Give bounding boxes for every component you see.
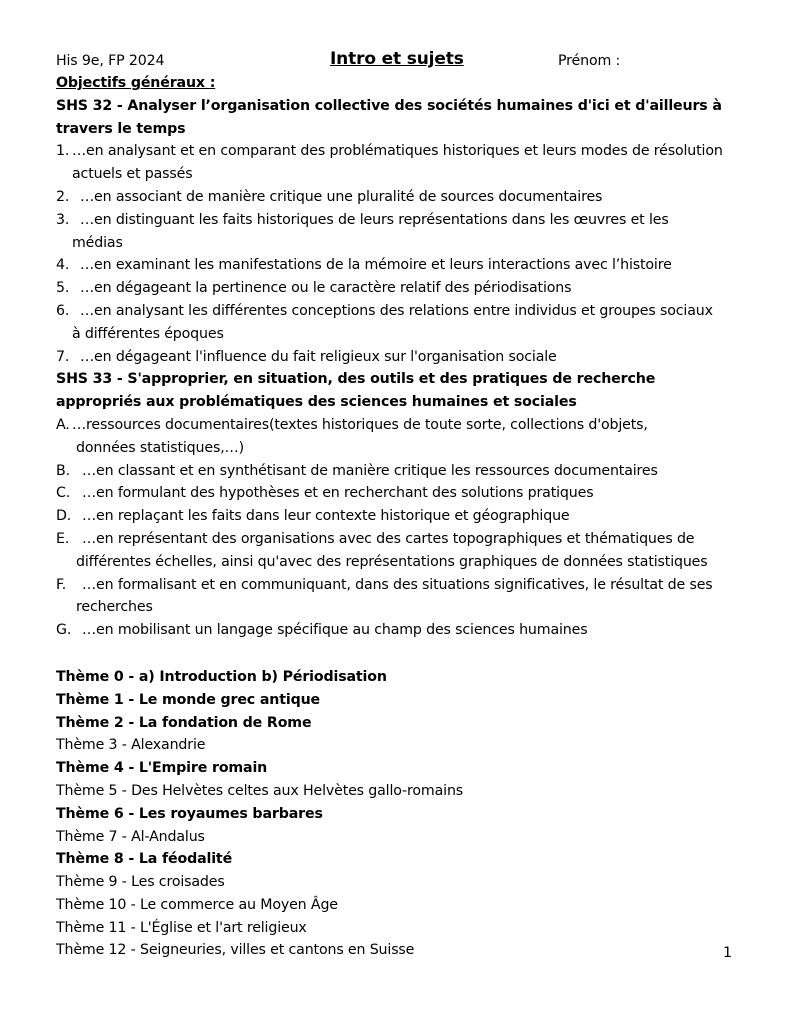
document-header [56,48,740,72]
list-item [56,209,740,255]
list-item-text: …en analysant et en comparant des problématiques historiques et leurs modes de résolution [72,143,723,160]
list-item [56,346,740,369]
list-marker: 1. [56,143,70,160]
theme-item: Thème 4 - L'Empire romain [56,760,268,777]
theme-item: Thème 1 - Le monde grec antique [56,691,321,708]
list-marker: G. [56,622,72,639]
list-marker: 3. [56,211,70,228]
theme-item: Thème 9 - Les croisades [56,874,225,891]
list-item-text: …en replaçant les faits dans leur contexte historique et géographique [82,508,570,525]
list-marker: 6. [56,302,70,319]
list-marker: 7. [56,348,70,365]
list-item [56,528,740,574]
list-item-text: …ressources documentaires(textes historiques de toute sorte, collections d'objets, [72,416,648,433]
theme-item: Thème 3 - Alexandrie [56,737,206,754]
list-item-continuation: à différentes époques [72,325,224,342]
list-item [56,300,740,346]
list-item-continuation: médias [72,234,123,251]
list-item [56,140,740,186]
shs33-list [56,414,740,642]
list-item [56,277,740,300]
list-item [56,460,740,483]
list-item [56,505,740,528]
theme-item: Thème 8 - La féodalité [56,851,233,868]
shs32-title-line1: SHS 32 - Analyser l’organisation collective des sociétés humaines d'ici et d'ailleurs à [56,97,722,114]
list-item [56,186,740,209]
theme-item: Thème 0 - a) Introduction b) Périodisation [56,668,387,685]
list-item [56,482,740,505]
list-item-text: …en analysant les différentes conceptions des relations entre individus et groupes sociaux [80,302,713,319]
list-marker: D. [56,508,72,525]
list-marker: A. [56,416,70,433]
list-marker: C. [56,485,71,502]
list-marker: E. [56,530,70,547]
list-item-text: …en formulant des hypothèses et en recherchant des solutions pratiques [82,485,594,502]
course-label: His 9e, FP 2024 [56,53,165,69]
shs32-section [56,95,740,369]
page-number: 1 [722,945,732,961]
list-item-text: …en classant et en synthétisant de manière critique les ressources documentaires [82,462,658,479]
list-item [56,414,740,460]
list-marker: 2. [56,188,70,205]
list-item-continuation: différentes échelles, ainsi qu'avec des représentations graphiques de données statistiques [76,553,708,570]
themes-list [56,666,740,962]
shs33-title-line2: appropriés aux problématiques des sciences humaines et sociales [56,394,577,411]
list-item-text: …en mobilisant un langage spécifique au champ des sciences humaines [82,622,588,639]
list-item-text: …en examinant les manifestations de la mémoire et leurs interactions avec l’histoire [80,257,672,274]
list-marker: 5. [56,280,70,297]
theme-item: Thème 12 - Seigneuries, villes et cantons en Suisse [56,942,415,959]
theme-item: Thème 5 - Des Helvètes celtes aux Helvètes gallo-romains [56,782,464,799]
list-marker: F. [56,576,67,593]
list-item-continuation: recherches [76,599,153,616]
list-item-text: …en distinguant les faits historiques de leurs représentations dans les œuvres et les [80,211,669,228]
list-item-continuation: données statistiques,…) [76,439,244,456]
spacer [56,642,740,666]
first-name-label: Prénom : [558,53,621,69]
shs33-section [56,368,740,642]
theme-item: Thème 7 - Al-Andalus [56,828,205,845]
list-marker: 4. [56,257,70,274]
theme-item: Thème 6 - Les royaumes barbares [56,805,323,822]
theme-item: Thème 2 - La fondation de Rome [56,714,312,731]
document-title: Intro et sujets [330,49,464,69]
theme-item: Thème 11 - L'Église et l'art religieux [56,919,307,936]
list-item [56,574,740,620]
list-item-text: …en dégageant l'influence du fait religieux sur l'organisation sociale [80,348,557,365]
shs32-list [56,140,740,368]
list-item-continuation: actuels et passés [72,166,193,183]
list-item [56,619,740,642]
list-item [56,254,740,277]
list-item-text: …en associant de manière critique une pluralité de sources documentaires [80,188,603,205]
list-marker: B. [56,462,70,479]
objectives-heading: Objectifs généraux : [56,75,216,91]
shs33-title-line1: SHS 33 - S'approprier, en situation, des outils et des pratiques de recherche [56,371,656,388]
theme-item: Thème 10 - Le commerce au Moyen Âge [56,896,338,913]
list-item-text: …en représentant des organisations avec des cartes topographiques et thématiques de [82,530,695,547]
document-page [56,48,740,962]
list-item-text: …en dégageant la pertinence ou le caractère relatif des périodisations [80,280,572,297]
shs32-title-line2: travers le temps [56,120,186,137]
list-item-text: …en formalisant et en communiquant, dans des situations significatives, le résultat de ses [82,576,713,593]
